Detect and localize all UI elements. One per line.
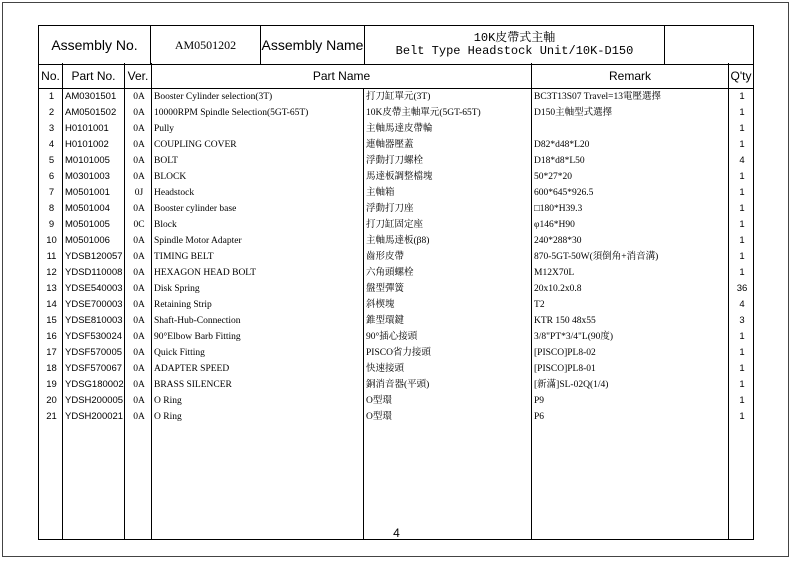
row-name-zh: 浮動打刀螺栓 xyxy=(364,153,532,169)
row-part-no: H0101002 xyxy=(63,137,125,153)
row-remark: 3/8"PT*3/4"L(90度) xyxy=(532,329,729,345)
row-name-zh: 浮動打刀座 xyxy=(364,201,532,217)
row-no: 11 xyxy=(39,249,63,265)
row-name-zh: 主軸馬達皮帶輪 xyxy=(364,121,532,137)
row-qty: 4 xyxy=(729,153,754,169)
row-qty: 1 xyxy=(729,105,754,121)
row-part-no: YDSF530024 xyxy=(63,329,125,345)
row-name-en: Shaft-Hub-Connection xyxy=(152,313,364,329)
row-ver: 0A xyxy=(125,89,152,106)
row-ver: 0A xyxy=(125,105,152,121)
row-name-zh: 打刀缸單元(3T) xyxy=(364,89,532,106)
row-ver: 0A xyxy=(125,137,152,153)
row-part-no: H0101001 xyxy=(63,121,125,137)
assembly-name-value xyxy=(365,26,665,65)
row-name-en: Quick Fitting xyxy=(152,345,364,361)
row-remark: [新滿]SL-02Q(1/4) xyxy=(532,377,729,393)
row-ver: 0C xyxy=(125,217,152,233)
row-remark: 240*288*30 xyxy=(532,233,729,249)
row-ver: 0A xyxy=(125,409,152,425)
row-ver: 0A xyxy=(125,249,152,265)
row-ver: 0A xyxy=(125,329,152,345)
row-name-zh: 連軸器壓蓋 xyxy=(364,137,532,153)
row-no: 8 xyxy=(39,201,63,217)
row-name-en: Booster cylinder base xyxy=(152,201,364,217)
row-no: 9 xyxy=(39,217,63,233)
table-row xyxy=(39,313,754,329)
row-no: 2 xyxy=(39,105,63,121)
assembly-header xyxy=(38,25,754,65)
row-ver: 0A xyxy=(125,281,152,297)
row-no: 20 xyxy=(39,393,63,409)
row-part-no: YDSE700003 xyxy=(63,297,125,313)
filler-cell xyxy=(125,425,152,540)
table-row xyxy=(39,185,754,201)
filler-cell xyxy=(63,425,125,540)
table-row xyxy=(39,393,754,409)
row-name-en: BOLT xyxy=(152,153,364,169)
filler-cell xyxy=(39,425,63,540)
table-row xyxy=(39,409,754,425)
row-qty: 1 xyxy=(729,169,754,185)
row-name-zh: 齒形皮帶 xyxy=(364,249,532,265)
row-name-zh: O型環 xyxy=(364,409,532,425)
table-row xyxy=(39,265,754,281)
row-remark xyxy=(532,121,729,137)
col-header-part-no: Part No. xyxy=(63,63,125,89)
row-qty: 4 xyxy=(729,297,754,313)
col-header-no: No. xyxy=(39,63,63,89)
row-remark: P6 xyxy=(532,409,729,425)
row-no: 3 xyxy=(39,121,63,137)
row-name-zh: 盤型彈簧 xyxy=(364,281,532,297)
row-no: 1 xyxy=(39,89,63,106)
row-remark: KTR 150 48x55 xyxy=(532,313,729,329)
row-ver: 0A xyxy=(125,313,152,329)
row-remark: D150主軸型式選擇 xyxy=(532,105,729,121)
row-name-zh: 斜楔塊 xyxy=(364,297,532,313)
row-name-zh: PISCO省力接頭 xyxy=(364,345,532,361)
row-no: 21 xyxy=(39,409,63,425)
row-no: 5 xyxy=(39,153,63,169)
row-remark: 20x10.2x0.8 xyxy=(532,281,729,297)
row-part-no: YDSD110008 xyxy=(63,265,125,281)
row-part-no: YDSF570005 xyxy=(63,345,125,361)
table-row xyxy=(39,297,754,313)
row-remark: BC3T13S07 Travel=13電壓選擇 xyxy=(532,89,729,106)
row-ver: 0A xyxy=(125,121,152,137)
row-remark: 600*645*926.5 xyxy=(532,185,729,201)
row-no: 16 xyxy=(39,329,63,345)
row-remark: □180*H39.3 xyxy=(532,201,729,217)
assembly-header-blank xyxy=(665,26,754,65)
assembly-name-zh: 10K皮帶式主軸 xyxy=(473,31,556,45)
row-qty: 3 xyxy=(729,313,754,329)
row-name-zh: 主軸箱 xyxy=(364,185,532,201)
row-name-zh: 快速接頭 xyxy=(364,361,532,377)
row-name-zh: 馬達板調整檔塊 xyxy=(364,169,532,185)
col-header-remark: Remark xyxy=(532,63,729,89)
row-name-en: Headstock xyxy=(152,185,364,201)
row-ver: 0A xyxy=(125,297,152,313)
table-row xyxy=(39,105,754,121)
table-row xyxy=(39,201,754,217)
row-no: 17 xyxy=(39,345,63,361)
row-name-en: 10000RPM Spindle Selection(5GT-65T) xyxy=(152,105,364,121)
row-ver: 0J xyxy=(125,185,152,201)
row-part-no: M0101005 xyxy=(63,153,125,169)
row-part-no: M0501001 xyxy=(63,185,125,201)
row-ver: 0A xyxy=(125,393,152,409)
row-name-zh: 錐型環鍵 xyxy=(364,313,532,329)
row-name-zh: O型環 xyxy=(364,393,532,409)
row-qty: 1 xyxy=(729,121,754,137)
row-qty: 1 xyxy=(729,361,754,377)
row-name-zh: 主軸馬達板(β8) xyxy=(364,233,532,249)
row-qty: 1 xyxy=(729,89,754,106)
row-remark: D82*d48*L20 xyxy=(532,137,729,153)
row-no: 10 xyxy=(39,233,63,249)
row-qty: 1 xyxy=(729,265,754,281)
parts-list-sheet xyxy=(38,25,753,538)
filler-cell xyxy=(152,425,364,540)
table-row xyxy=(39,217,754,233)
table-header-row xyxy=(39,63,754,89)
row-remark: D18*d8*L50 xyxy=(532,153,729,169)
row-ver: 0A xyxy=(125,361,152,377)
row-name-zh: 打刀缸固定座 xyxy=(364,217,532,233)
table-row xyxy=(39,377,754,393)
assembly-name-en: Belt Type Headstock Unit/10K-D150 xyxy=(395,44,634,58)
table-row xyxy=(39,137,754,153)
assembly-name-label: Assembly Name xyxy=(261,26,365,65)
filler-cell xyxy=(364,425,532,540)
row-part-no: M0501006 xyxy=(63,233,125,249)
row-no: 13 xyxy=(39,281,63,297)
row-name-en: Pully xyxy=(152,121,364,137)
assembly-no-label: Assembly No. xyxy=(39,26,151,65)
row-no: 12 xyxy=(39,265,63,281)
row-remark: φ146*H90 xyxy=(532,217,729,233)
row-no: 18 xyxy=(39,361,63,377)
row-no: 14 xyxy=(39,297,63,313)
row-remark: M12X70L xyxy=(532,265,729,281)
row-name-en: 90°Elbow Barb Fitting xyxy=(152,329,364,345)
row-name-en: Booster Cylinder selection(3T) xyxy=(152,89,364,106)
col-header-qty: Q'ty xyxy=(729,63,754,89)
row-ver: 0A xyxy=(125,201,152,217)
row-part-no: YDSE540003 xyxy=(63,281,125,297)
row-remark: P9 xyxy=(532,393,729,409)
row-name-zh: 六角頭螺栓 xyxy=(364,265,532,281)
row-part-no: YDSG180002 xyxy=(63,377,125,393)
col-header-ver: Ver. xyxy=(125,63,152,89)
table-row xyxy=(39,329,754,345)
row-no: 7 xyxy=(39,185,63,201)
row-no: 19 xyxy=(39,377,63,393)
row-ver: 0A xyxy=(125,265,152,281)
row-name-en: ADAPTER SPEED xyxy=(152,361,364,377)
parts-table xyxy=(38,63,754,540)
table-filler-row xyxy=(39,425,754,540)
row-no: 4 xyxy=(39,137,63,153)
row-part-no: AM0301501 xyxy=(63,89,125,106)
row-part-no: YDSB120057 xyxy=(63,249,125,265)
row-no: 6 xyxy=(39,169,63,185)
row-part-no: YDSH200005 xyxy=(63,393,125,409)
table-row xyxy=(39,153,754,169)
table-row xyxy=(39,281,754,297)
row-name-zh: 銅消音器(平頭) xyxy=(364,377,532,393)
row-name-zh: 90°插心接頭 xyxy=(364,329,532,345)
assembly-no-value: AM0501202 xyxy=(151,26,261,65)
row-part-no: YDSE810003 xyxy=(63,313,125,329)
row-part-no: YDSF570067 xyxy=(63,361,125,377)
row-part-no: M0301003 xyxy=(63,169,125,185)
row-qty: 1 xyxy=(729,185,754,201)
table-row xyxy=(39,345,754,361)
row-remark: 870-5GT-50W(須倒角+消音溝) xyxy=(532,249,729,265)
row-qty: 1 xyxy=(729,233,754,249)
row-name-en: Disk Spring xyxy=(152,281,364,297)
row-part-no: AM0501502 xyxy=(63,105,125,121)
row-qty: 1 xyxy=(729,201,754,217)
row-ver: 0A xyxy=(125,153,152,169)
row-part-no: M0501004 xyxy=(63,201,125,217)
row-name-en: BRASS SILENCER xyxy=(152,377,364,393)
row-name-en: O Ring xyxy=(152,409,364,425)
row-part-no: YDSH200021 xyxy=(63,409,125,425)
table-row xyxy=(39,361,754,377)
parts-table-body xyxy=(39,89,754,540)
row-qty: 1 xyxy=(729,345,754,361)
row-qty: 1 xyxy=(729,217,754,233)
filler-cell xyxy=(729,425,754,540)
row-name-en: COUPLING COVER xyxy=(152,137,364,153)
filler-cell xyxy=(532,425,729,540)
row-qty: 1 xyxy=(729,249,754,265)
row-remark: T2 xyxy=(532,297,729,313)
row-remark: [PISCO]PL8-02 xyxy=(532,345,729,361)
row-qty: 1 xyxy=(729,377,754,393)
table-row xyxy=(39,169,754,185)
page-number: 4 xyxy=(393,526,400,540)
row-part-no: M0501005 xyxy=(63,217,125,233)
row-name-en: HEXAGON HEAD BOLT xyxy=(152,265,364,281)
row-ver: 0A xyxy=(125,233,152,249)
table-row xyxy=(39,233,754,249)
row-name-en: O Ring xyxy=(152,393,364,409)
row-name-en: BLOCK xyxy=(152,169,364,185)
row-qty: 1 xyxy=(729,137,754,153)
row-ver: 0A xyxy=(125,345,152,361)
row-name-en: Spindle Motor Adapter xyxy=(152,233,364,249)
row-name-en: Block xyxy=(152,217,364,233)
row-no: 15 xyxy=(39,313,63,329)
row-qty: 1 xyxy=(729,409,754,425)
row-remark: [PISCO]PL8-01 xyxy=(532,361,729,377)
row-name-zh: 10K皮帶主軸單元(5GT-65T) xyxy=(364,105,532,121)
row-ver: 0A xyxy=(125,169,152,185)
row-ver: 0A xyxy=(125,377,152,393)
row-qty: 1 xyxy=(729,329,754,345)
table-row xyxy=(39,249,754,265)
table-row xyxy=(39,121,754,137)
row-name-en: Retaining Strip xyxy=(152,297,364,313)
col-header-part-name: Part Name xyxy=(152,63,532,89)
row-qty: 36 xyxy=(729,281,754,297)
table-row xyxy=(39,89,754,106)
row-remark: 50*27*20 xyxy=(532,169,729,185)
row-qty: 1 xyxy=(729,393,754,409)
row-name-en: TIMING BELT xyxy=(152,249,364,265)
